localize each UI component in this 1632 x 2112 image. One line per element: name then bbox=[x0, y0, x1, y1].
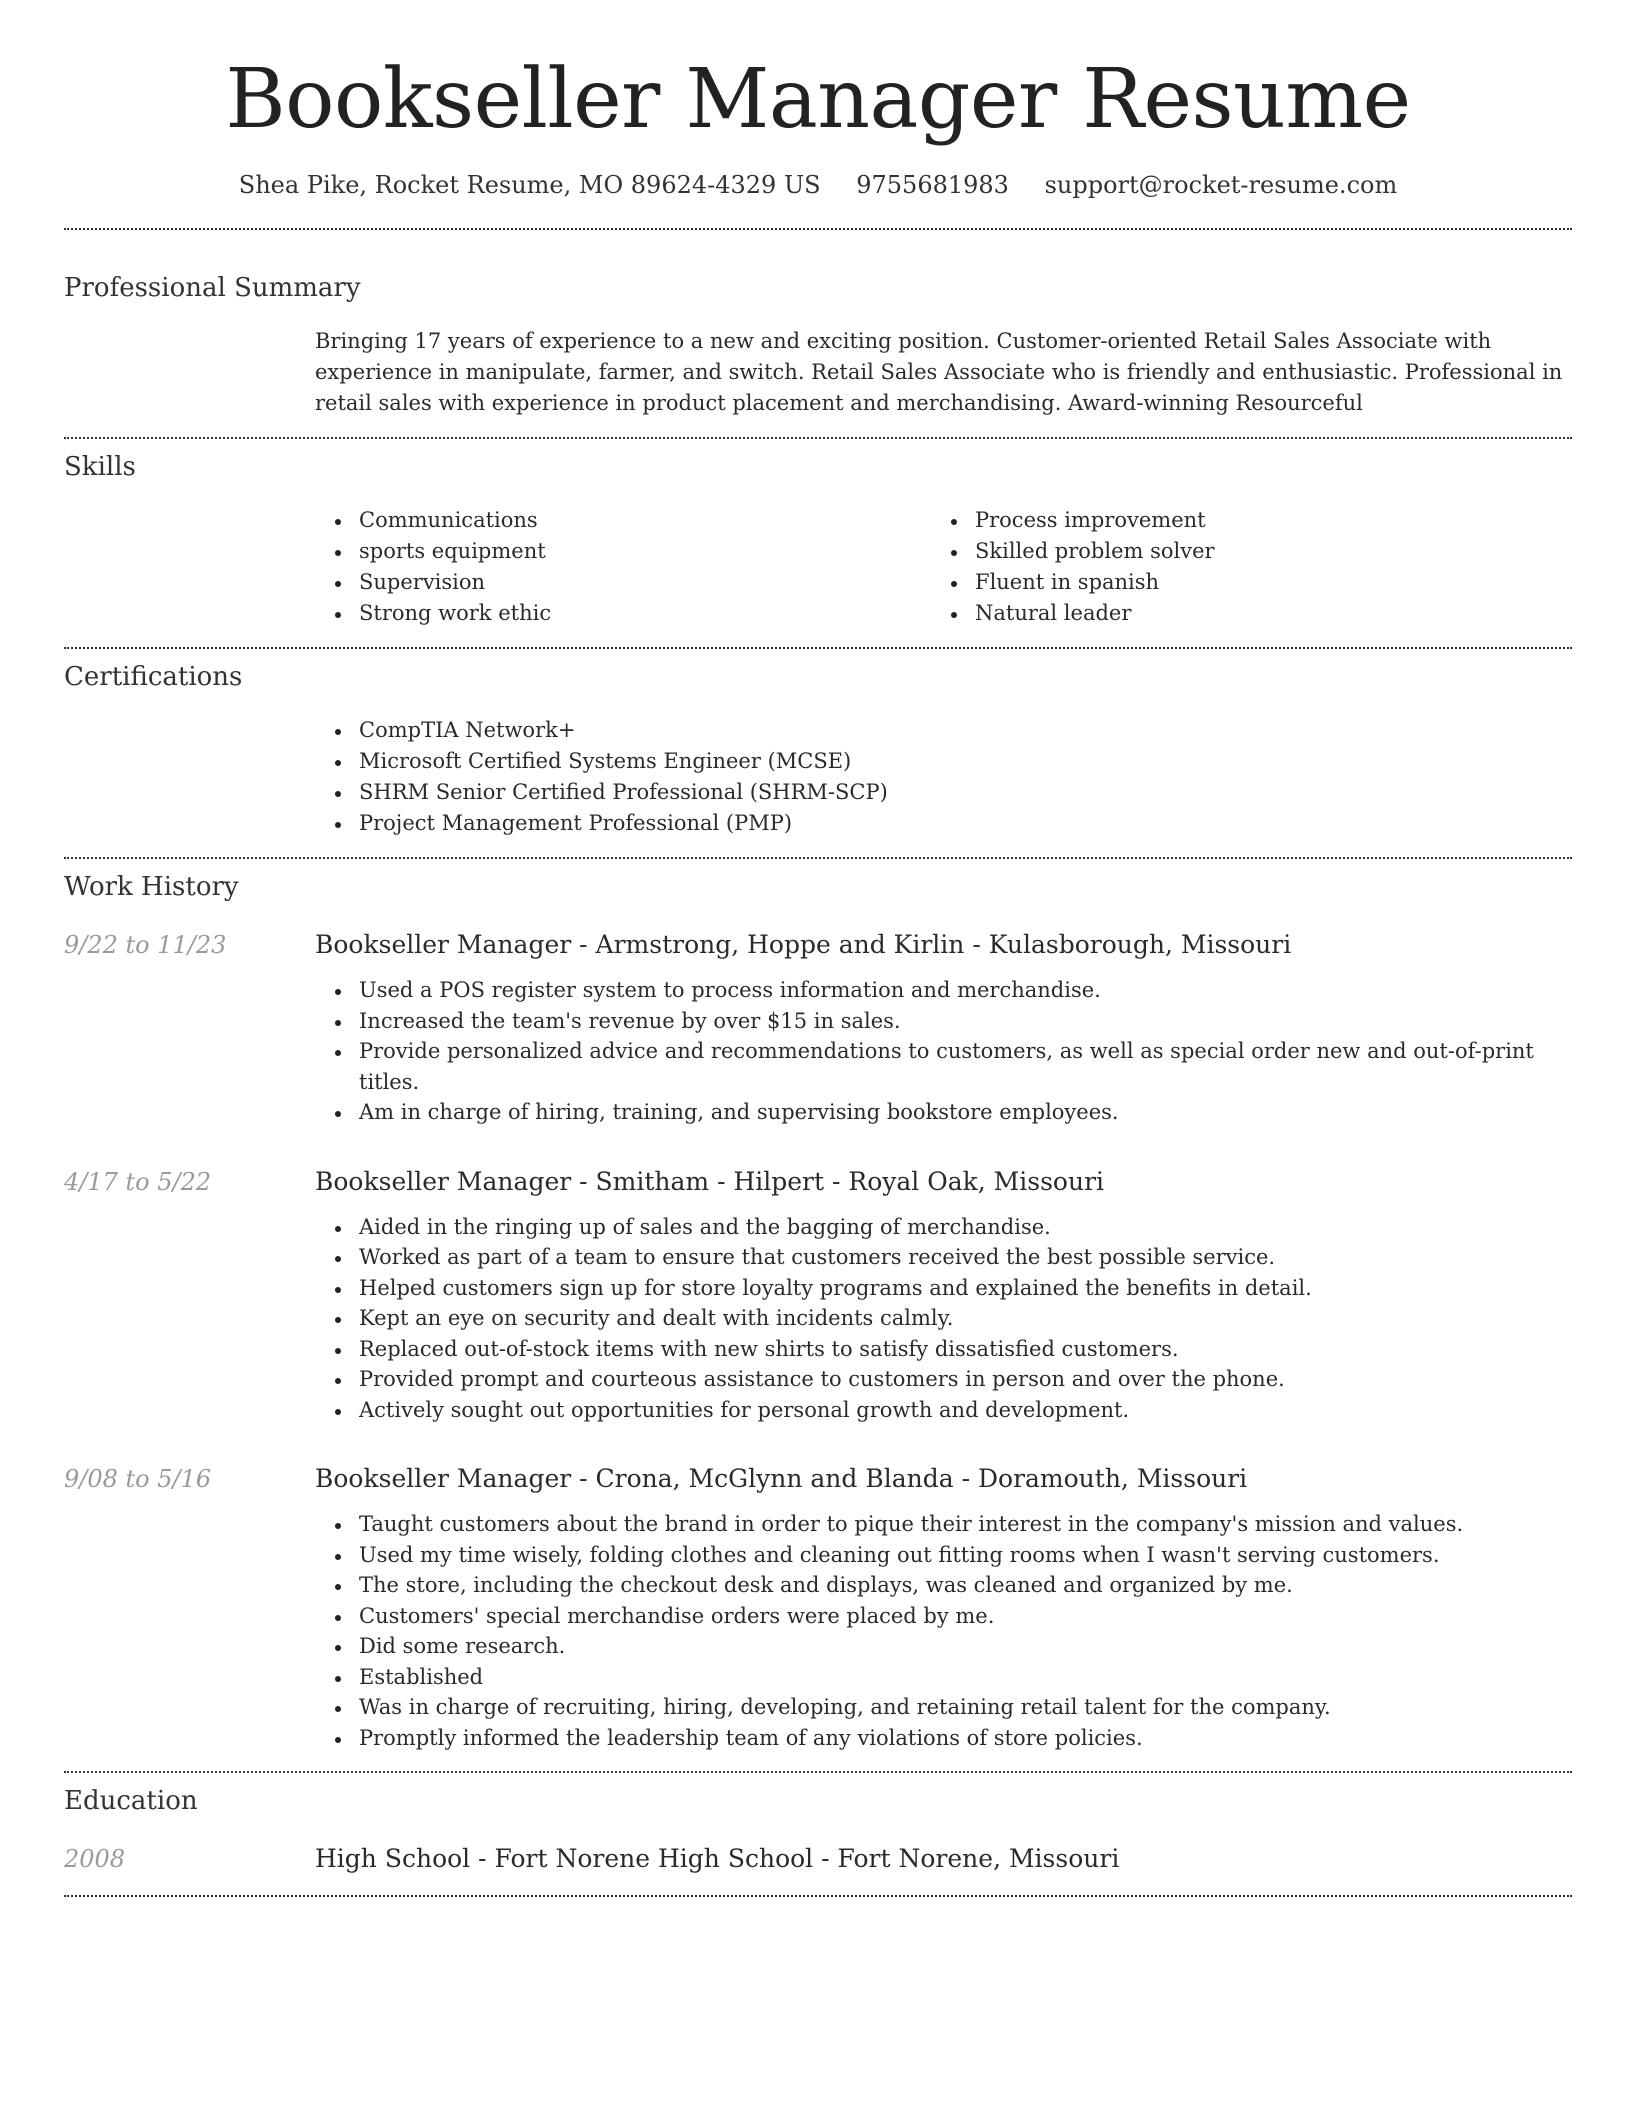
skill-item: Strong work ethic bbox=[315, 598, 931, 629]
job-bullet: Was in charge of recruiting, hiring, developing, and retaining retail talent for the company. bbox=[315, 1692, 1572, 1723]
divider bbox=[64, 1895, 1572, 1897]
divider bbox=[64, 228, 1572, 230]
divider bbox=[64, 647, 1572, 649]
job-bullet: Used my time wisely, folding clothes and cleaning out fitting rooms when I wasn't serving customers. bbox=[315, 1540, 1572, 1571]
education-title: Education bbox=[64, 1786, 198, 1816]
skills-title: Skills bbox=[64, 452, 136, 482]
certification-item: SHRM Senior Certified Professional (SHRM-SCP) bbox=[315, 777, 1572, 808]
skills-column-right bbox=[931, 505, 1547, 629]
skills-list bbox=[315, 505, 1572, 629]
job-bullet: Provided prompt and courteous assistance to customers in person and over the phone. bbox=[315, 1364, 1572, 1395]
job-bullet: Taught customers about the brand in order to pique their interest in the company's mission and values. bbox=[315, 1509, 1572, 1540]
job-heading: Bookseller Manager - Armstrong, Hoppe and Kirlin - Kulasborough, Missouri bbox=[315, 930, 1292, 959]
job-bullet: Kept an eye on security and dealt with incidents calmly. bbox=[315, 1303, 1572, 1334]
job-bullet: Worked as part of a team to ensure that customers received the best possible service. bbox=[315, 1242, 1572, 1273]
skill-item: Fluent in spanish bbox=[931, 567, 1547, 598]
job-entry bbox=[64, 929, 1572, 1128]
job-bullet: Am in charge of hiring, training, and supervising bookstore employees. bbox=[315, 1097, 1572, 1128]
job-bullet: Established bbox=[315, 1662, 1572, 1693]
job-bullets bbox=[315, 1509, 1572, 1753]
summary-title: Professional Summary bbox=[64, 273, 361, 303]
contact-phone: 9755681983 bbox=[856, 171, 1009, 199]
job-date: 9/08 to 5/16 bbox=[64, 1465, 212, 1493]
education-section bbox=[64, 1785, 1572, 1875]
education-entry bbox=[64, 1843, 1572, 1875]
contact-line bbox=[64, 170, 1572, 200]
resume-title: Bookseller Manager Resume bbox=[225, 52, 1411, 147]
divider bbox=[64, 857, 1572, 859]
certification-item: Project Management Professional (PMP) bbox=[315, 808, 1572, 839]
divider bbox=[64, 437, 1572, 439]
skill-item: Supervision bbox=[315, 567, 931, 598]
job-bullet: Did some research. bbox=[315, 1631, 1572, 1662]
resume-page bbox=[64, 0, 1572, 1897]
skills-section bbox=[64, 451, 1572, 629]
contact-email: support@rocket-resume.com bbox=[1044, 171, 1398, 199]
job-bullets bbox=[315, 975, 1572, 1128]
job-bullet: Helped customers sign up for store loyalty programs and explained the benefits in detail. bbox=[315, 1273, 1572, 1304]
education-heading: High School - Fort Norene High School - Fort Norene, Missouri bbox=[315, 1844, 1120, 1873]
education-date: 2008 bbox=[64, 1845, 126, 1873]
summary-text: Bringing 17 years of experience to a new and exciting position. Customer-oriented Retail Sales Associate with experience in manipulate, farmer, and switch. Retail Sales Associate who is friendly and enthusiastic. Professional in retail sales with experience in product placement and merchandising. Award-winning Resourceful bbox=[315, 329, 1563, 415]
skill-item: Natural leader bbox=[931, 598, 1547, 629]
job-bullet: Aided in the ringing up of sales and the bagging of merchandise. bbox=[315, 1212, 1572, 1243]
divider bbox=[64, 1771, 1572, 1773]
work-history-section bbox=[64, 871, 1572, 1753]
job-bullet: Increased the team's revenue by over $15 in sales. bbox=[315, 1006, 1572, 1037]
job-bullet: The store, including the checkout desk and displays, was cleaned and organized by me. bbox=[315, 1570, 1572, 1601]
job-bullet: Promptly informed the leadership team of any violations of store policies. bbox=[315, 1723, 1572, 1754]
job-bullets bbox=[315, 1212, 1572, 1426]
skill-item: Communications bbox=[315, 505, 931, 536]
job-bullet: Provide personalized advice and recommendations to customers, as well as special order new and out-of-print titles. bbox=[315, 1036, 1572, 1097]
skill-item: Process improvement bbox=[931, 505, 1547, 536]
certifications-section bbox=[64, 661, 1572, 839]
skills-column-left bbox=[315, 505, 931, 629]
certification-item: Microsoft Certified Systems Engineer (MCSE) bbox=[315, 746, 1572, 777]
certifications-list bbox=[315, 715, 1572, 839]
skill-item: sports equipment bbox=[315, 536, 931, 567]
certifications-title: Certifications bbox=[64, 662, 243, 692]
job-entry bbox=[64, 1463, 1572, 1753]
summary-section bbox=[64, 272, 1572, 419]
job-date: 4/17 to 5/22 bbox=[64, 1167, 212, 1196]
job-heading: Bookseller Manager - Crona, McGlynn and Blanda - Doramouth, Missouri bbox=[315, 1464, 1248, 1493]
job-bullet: Customers' special merchandise orders were placed by me. bbox=[315, 1601, 1572, 1632]
job-date: 9/22 to 11/23 bbox=[64, 931, 227, 959]
certification-item: CompTIA Network+ bbox=[315, 715, 1572, 746]
contact-address: Shea Pike, Rocket Resume, MO 89624-4329 US bbox=[238, 171, 821, 199]
job-entry bbox=[64, 1166, 1572, 1426]
skill-item: Skilled problem solver bbox=[931, 536, 1547, 567]
work-history-title: Work History bbox=[64, 872, 239, 902]
job-heading: Bookseller Manager - Smitham - Hilpert - Royal Oak, Missouri bbox=[315, 1166, 1105, 1196]
job-bullet: Replaced out-of-stock items with new shirts to satisfy dissatisfied customers. bbox=[315, 1334, 1572, 1365]
job-bullet: Used a POS register system to process information and merchandise. bbox=[315, 975, 1572, 1006]
job-bullet: Actively sought out opportunities for personal growth and development. bbox=[315, 1395, 1572, 1426]
